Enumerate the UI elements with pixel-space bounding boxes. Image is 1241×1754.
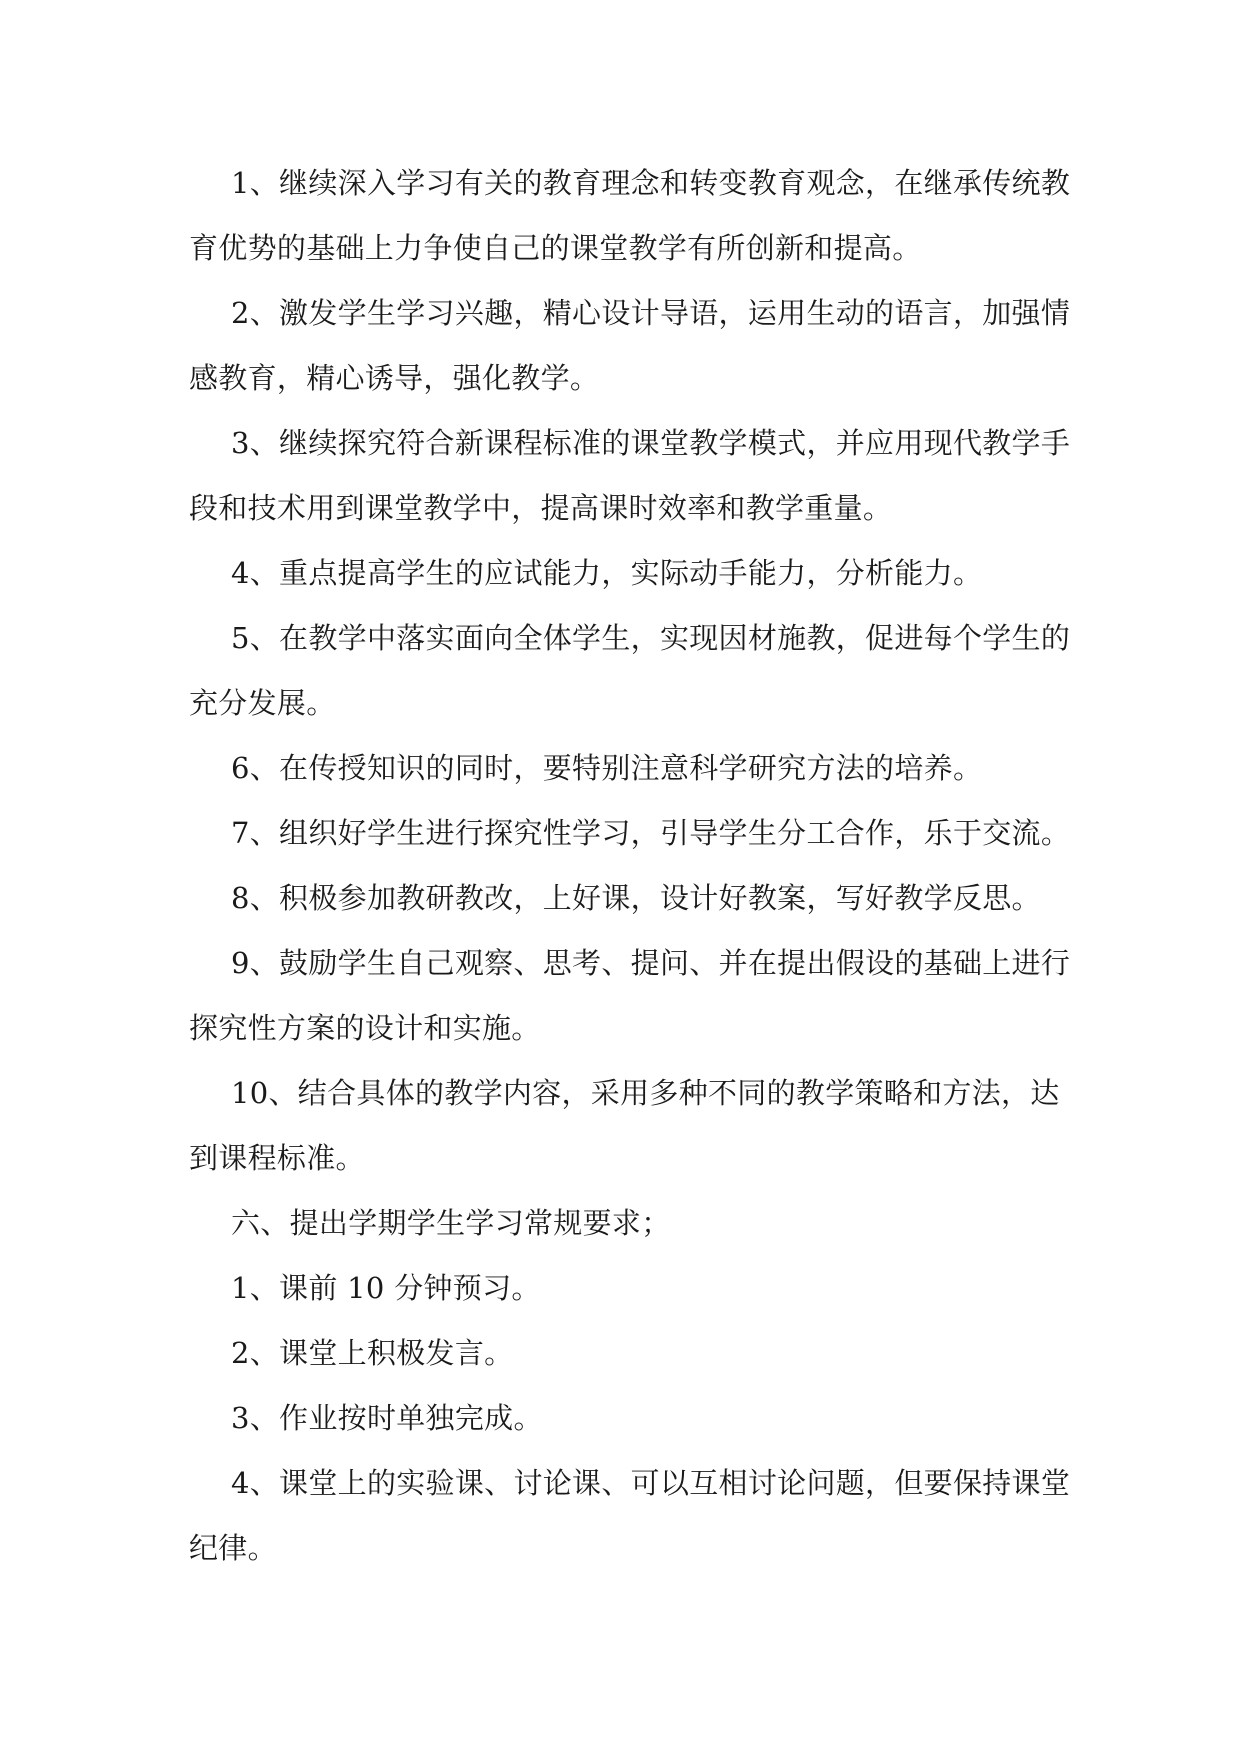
paragraph-line: 8、积极参加教研教改，上好课，设计好教案，写好教学反思。 — [231, 881, 1041, 915]
paragraph-line: 3、作业按时单独完成。 — [231, 1401, 543, 1435]
paragraph-line: 2、激发学生学习兴趣，精心设计导语，运用生动的语言，加强情 — [231, 296, 1071, 330]
paragraph-line: 5、在教学中落实面向全体学生，实现因材施教，促进每个学生的 — [231, 621, 1071, 655]
paragraph-line: 探究性方案的设计和实施。 — [189, 1011, 541, 1045]
paragraph-line: 7、组织好学生进行探究性学习，引导学生分工合作，乐于交流。 — [231, 816, 1071, 850]
paragraph-line: 1、课前 10 分钟预习。 — [231, 1271, 541, 1305]
paragraph-line: 9、鼓励学生自己观察、思考、提问、并在提出假设的基础上进行 — [231, 946, 1071, 980]
section-heading: 六、提出学期学生学习常规要求； — [231, 1206, 671, 1240]
paragraph-line: 4、课堂上的实验课、讨论课、可以互相讨论问题，但要保持课堂 — [231, 1466, 1071, 1500]
paragraph-line: 纪律。 — [189, 1531, 277, 1565]
paragraph-line: 6、在传授知识的同时，要特别注意科学研究方法的培养。 — [231, 751, 983, 785]
paragraph-line: 1、继续深入学习有关的教育理念和转变教育观念，在继承传统教 — [231, 166, 1071, 200]
paragraph-line: 充分发展。 — [189, 686, 336, 720]
paragraph-line: 育优势的基础上力争使自己的课堂教学有所创新和提高。 — [189, 231, 922, 265]
paragraph-line: 4、重点提高学生的应试能力，实际动手能力，分析能力。 — [231, 556, 983, 590]
paragraph-line: 段和技术用到课堂教学中，提高课时效率和教学重量。 — [189, 491, 893, 525]
document-body — [189, 151, 1069, 1581]
paragraph-line: 2、课堂上积极发言。 — [231, 1336, 514, 1370]
paragraph-line: 10、结合具体的教学内容，采用多种不同的教学策略和方法，达 — [231, 1076, 1060, 1110]
paragraph-line: 感教育，精心诱导，强化教学。 — [189, 361, 600, 395]
paragraph-line: 3、继续探究符合新课程标准的课堂教学模式，并应用现代教学手 — [231, 426, 1071, 460]
paragraph-line: 到课程标准。 — [189, 1141, 365, 1175]
